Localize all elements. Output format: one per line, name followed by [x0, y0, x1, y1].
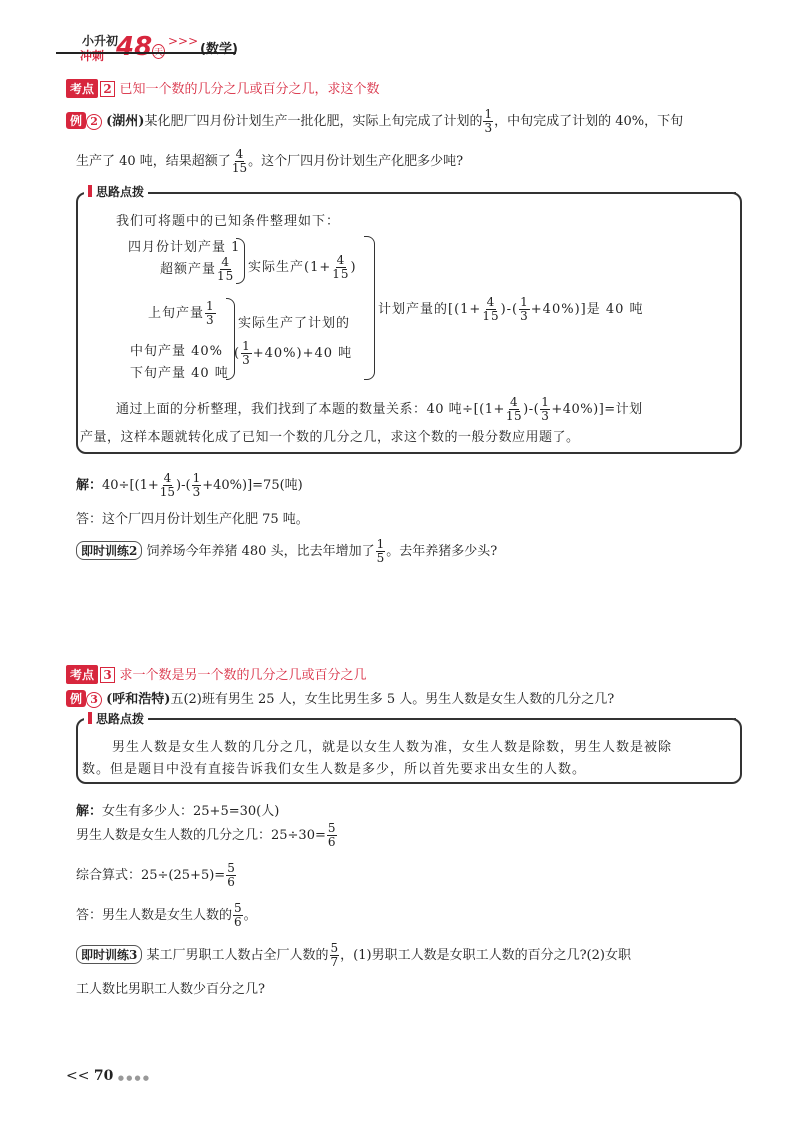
fraction: $\frac{1}{3}$ — [242, 339, 251, 367]
fraction: $\frac{1}{3}$ — [192, 471, 201, 499]
brace — [226, 298, 235, 380]
training-3-line2: 工人数比男职工人数少百分之几? — [76, 982, 265, 997]
example-text: ，中旬完成了计划的 40%，下旬 — [494, 114, 684, 129]
footer-arrows: << — [66, 1068, 90, 1084]
hint-expr: ( $\frac{1}{3}$ +40%)+40 吨 — [234, 339, 353, 367]
solution-3-step2: 男生人数是女生人数的几分之几：25÷30= $\frac{5}{6}$ — [76, 821, 336, 849]
hint-title: 思路点拨 — [84, 710, 148, 727]
answer-2: 答：这个厂四月份计划生产化肥 75 吨。 — [76, 512, 309, 527]
training-tag: 即时训练3 — [76, 945, 142, 964]
fraction: $\frac{5}{6}$ — [234, 901, 242, 929]
solution-3-step3: 综合算式：25÷(25+5)= $\frac{5}{6}$ — [76, 861, 235, 889]
hint-title: 思路点拨 — [84, 183, 148, 200]
example-region: (呼和浩特) — [106, 692, 171, 707]
hint-actual1: 实际生产(1+ $\frac{4}{15}$ ) — [248, 253, 357, 281]
example-tag: 例 — [66, 690, 86, 707]
hint-early: 上旬产量 $\frac{1}{3}$ — [148, 299, 215, 327]
fraction: $\frac{1}{3}$ — [484, 107, 493, 135]
header-number: 48 — [116, 32, 153, 62]
example-number: 2 — [86, 114, 102, 130]
hint-mid: 中旬产量 40% — [130, 344, 224, 359]
section-title: 已知一个数的几分之几或百分之几，求这个数 — [119, 82, 380, 97]
hint-plan: 四月份计划产量 1 — [128, 240, 241, 255]
hint-extra: 超额产量 $\frac{4}{15}$ — [160, 255, 235, 283]
example-tag: 例 — [66, 112, 86, 129]
solution-2: 解：40÷[(1+ $\frac{4}{15}$ )-( $\frac{1}{3}$ +40%)]=75(吨) — [76, 471, 303, 499]
page-footer — [66, 1068, 149, 1084]
section-2-heading — [66, 78, 379, 98]
fraction: $\frac{1}{3}$ — [206, 299, 215, 327]
header-day: 天 — [152, 44, 165, 59]
section-number: 2 — [100, 81, 115, 97]
header-subject: (数学) — [200, 42, 238, 57]
section-3-heading — [66, 664, 366, 684]
hint-dotted-rule — [150, 192, 736, 194]
hint-late: 下旬产量 40 吨 — [130, 366, 229, 381]
fraction: $\frac{5}{6}$ — [227, 861, 235, 889]
brace — [364, 236, 375, 380]
example-number: 3 — [86, 692, 102, 708]
training-tag: 即时训练2 — [76, 541, 142, 560]
fraction: $\frac{5}{7}$ — [330, 941, 339, 969]
fraction: $\frac{4}{15}$ — [332, 253, 350, 281]
header-divider — [56, 52, 236, 54]
example-region: (湖州) — [106, 114, 145, 129]
solution-3-step1: 解：女生有多少人：25+5=30(人) — [76, 804, 280, 819]
example-2-line1 — [66, 108, 683, 135]
page-number: 70 — [93, 1068, 114, 1084]
example-3 — [66, 688, 614, 708]
header-arrows: >>> — [168, 34, 199, 48]
hint-analysis-line2: 产量，这样本题就转化成了已知一个数的几分之几，求这个数的一般分数应用题了。 — [80, 430, 580, 445]
hint-line: 男生人数是女生人数的几分之几，就是以女生人数为准，女生人数是除数，男生人数是被除 — [112, 740, 673, 755]
hint-intro: 我们可将题中的已知条件整理如下： — [116, 214, 341, 229]
fraction: $\frac{4}{15}$ — [482, 295, 500, 323]
fraction: $\frac{4}{15}$ — [217, 255, 235, 283]
training-2: 即时训练2 饲养场今年养猪 480 头，比去年增加了 $\frac{1}{5}$ 。去年养猪多少头? — [76, 538, 497, 565]
example-text: 生产了 40 吨，结果超额了 — [76, 154, 231, 169]
fraction: $\frac{1}{3}$ — [541, 395, 550, 423]
hint-actual2: 实际生产了计划的 — [238, 316, 351, 331]
example-text: 。这个厂四月份计划生产化肥多少吨? — [248, 154, 464, 169]
hint-analysis: 通过上面的分析整理，我们找到了本题的数量关系：40 吨÷[(1+ $\frac{4}{15}$ )-( $\frac{1}{3}$ +40%)]=计划 — [116, 395, 643, 423]
example-text: 某化肥厂四月份计划生产一批化肥，实际上旬完成了计划的 — [144, 114, 483, 129]
page-header — [60, 30, 320, 63]
section-tag: 考点 — [66, 665, 98, 684]
hint-result: 计划产量的[(1+ $\frac{4}{15}$ )-( $\frac{1}{3}$ +40%)]是 40 吨 — [378, 295, 644, 323]
section-title: 求一个数是另一个数的几分之几或百分之几 — [119, 668, 367, 683]
fraction: $\frac{4}{15}$ — [159, 471, 176, 499]
footer-dots: ● ● ● ● — [117, 1074, 149, 1082]
training-3: 即时训练3 某工厂男职工人数占全厂人数的 $\frac{5}{7}$ ，(1)男职工人数是女职工人数的百分之几?(2)女职 — [76, 942, 631, 969]
section-tag: 考点 — [66, 79, 98, 98]
example-2-line2 — [76, 148, 463, 175]
answer-3: 答：男生人数是女生人数的 $\frac{5}{6}$ 。 — [76, 901, 257, 929]
brace — [236, 238, 245, 284]
fraction: $\frac{1}{3}$ — [520, 295, 529, 323]
section-number: 3 — [100, 667, 115, 683]
header-series: 小升初 — [82, 34, 119, 48]
fraction: $\frac{4}{15}$ — [231, 147, 248, 175]
fraction: $\frac{5}{6}$ — [327, 821, 336, 849]
header-sprint: 冲刺 — [80, 49, 105, 63]
example-text: 五(2)班有男生 25 人，女生比男生多 5 人。男生人数是女生人数的几分之几? — [170, 692, 615, 707]
hint-line: 数。但是题目中没有直接告诉我们女生人数是多少，所以首先要求出女生的人数。 — [82, 762, 587, 777]
hint-dotted-rule — [150, 718, 736, 720]
fraction: $\frac{1}{5}$ — [376, 537, 385, 565]
fraction: $\frac{4}{15}$ — [505, 395, 523, 423]
